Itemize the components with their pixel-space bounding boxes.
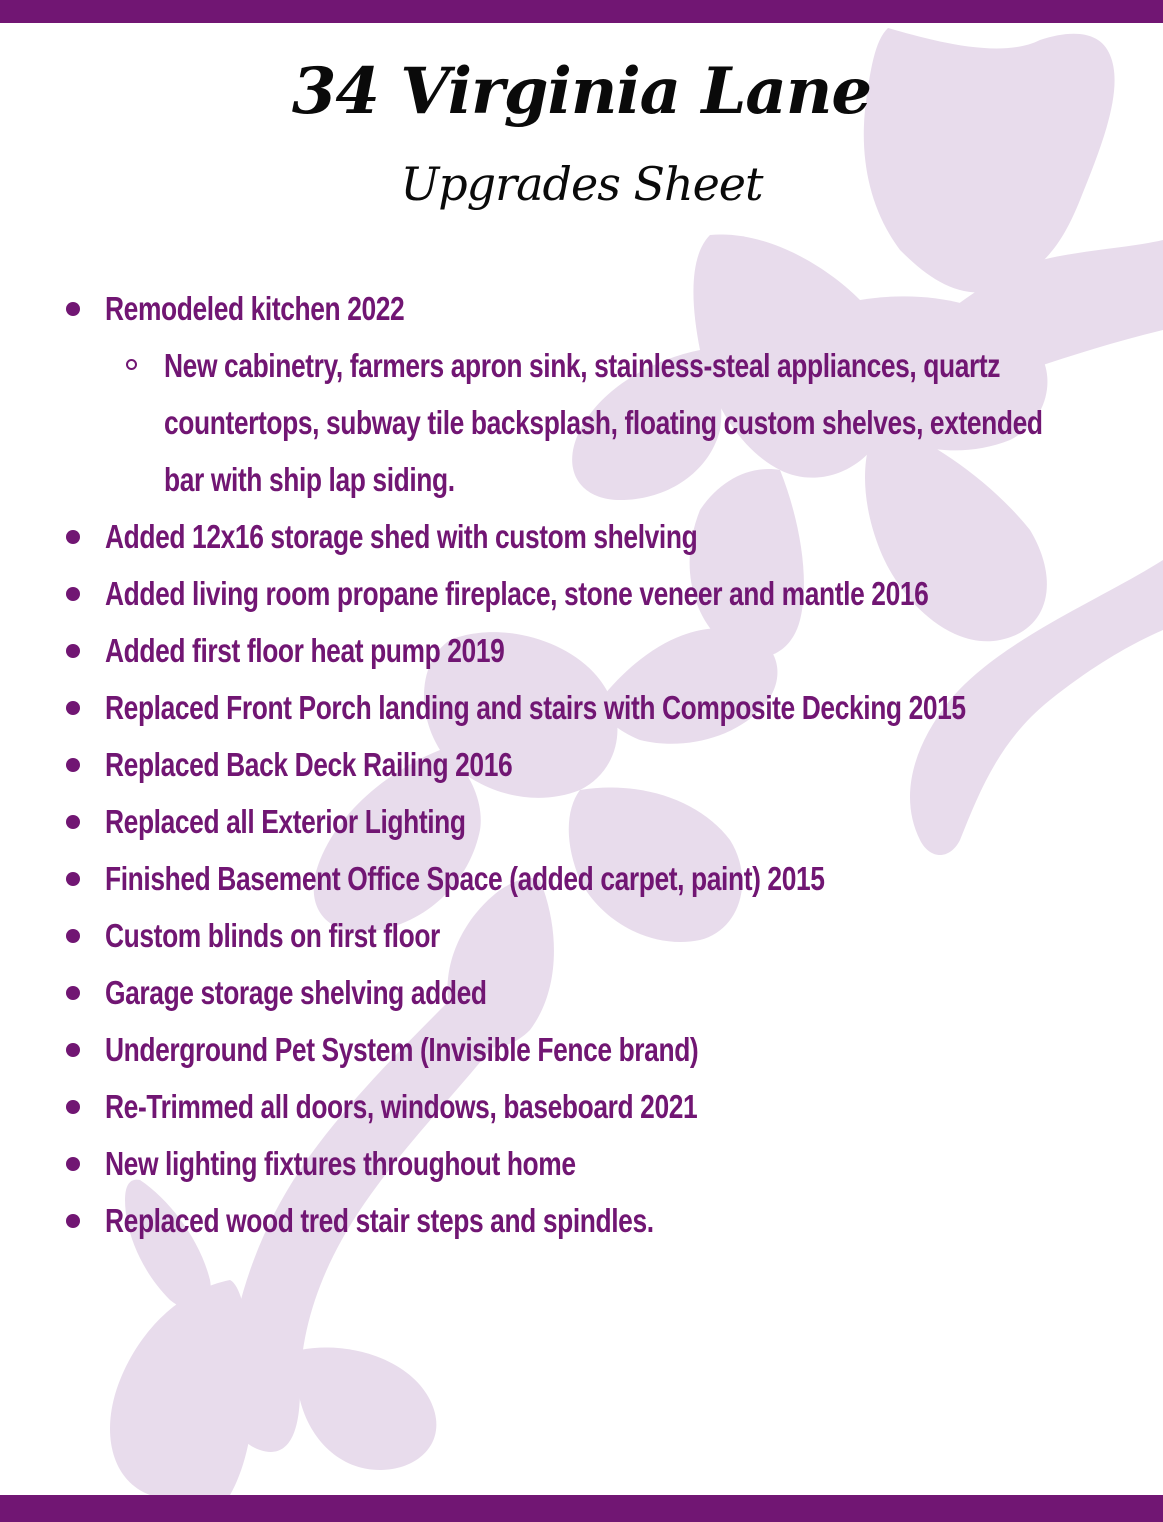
bullet-icon (66, 530, 80, 544)
bullet-icon (66, 1214, 80, 1228)
list-subitem: New cabinetry, farmers apron sink, stainless-steal appliances, quartz countertops, subway tile backsplash, floating custom shelves, extended bar with ship lap siding. (0, 337, 1163, 508)
list-item: Re-Trimmed all doors, windows, baseboard 2021 (0, 1078, 1163, 1135)
bullet-icon (66, 701, 80, 715)
hollow-bullet-icon (126, 359, 137, 370)
list-item: Replaced Front Porch landing and stairs with Composite Decking 2015 (0, 679, 1163, 736)
list-item: Remodeled kitchen 2022 (0, 280, 1163, 337)
list-item: Added living room propane fireplace, stone veneer and mantle 2016 (0, 565, 1163, 622)
list-item: Garage storage shelving added (0, 964, 1163, 1021)
bullet-icon (66, 1043, 80, 1057)
list-item: Added first floor heat pump 2019 (0, 622, 1163, 679)
bullet-icon (66, 302, 80, 316)
bullet-icon (66, 758, 80, 772)
list-item: New lighting fixtures throughout home (0, 1135, 1163, 1192)
list-item: Added 12x16 storage shed with custom shelving (0, 508, 1163, 565)
bullet-icon (66, 929, 80, 943)
bottom-accent-bar (0, 1495, 1163, 1522)
page-subtitle: Upgrades Sheet (400, 157, 763, 211)
list-item: Replaced Back Deck Railing 2016 (0, 736, 1163, 793)
upgrades-list (0, 280, 1163, 1249)
list-item: Underground Pet System (Invisible Fence brand) (0, 1021, 1163, 1078)
bullet-icon (66, 1157, 80, 1171)
list-item: Finished Basement Office Space (added carpet, paint) 2015 (0, 850, 1163, 907)
bullet-icon (66, 1100, 80, 1114)
bullet-icon (66, 644, 80, 658)
list-item: Custom blinds on first floor (0, 907, 1163, 964)
page-title: 34 Virginia Lane (291, 54, 872, 129)
bullet-icon (66, 815, 80, 829)
bullet-icon (66, 986, 80, 1000)
bullet-icon (66, 587, 80, 601)
list-item: Replaced all Exterior Lighting (0, 793, 1163, 850)
list-item: Replaced wood tred stair steps and spindles. (0, 1192, 1163, 1249)
bullet-icon (66, 872, 80, 886)
